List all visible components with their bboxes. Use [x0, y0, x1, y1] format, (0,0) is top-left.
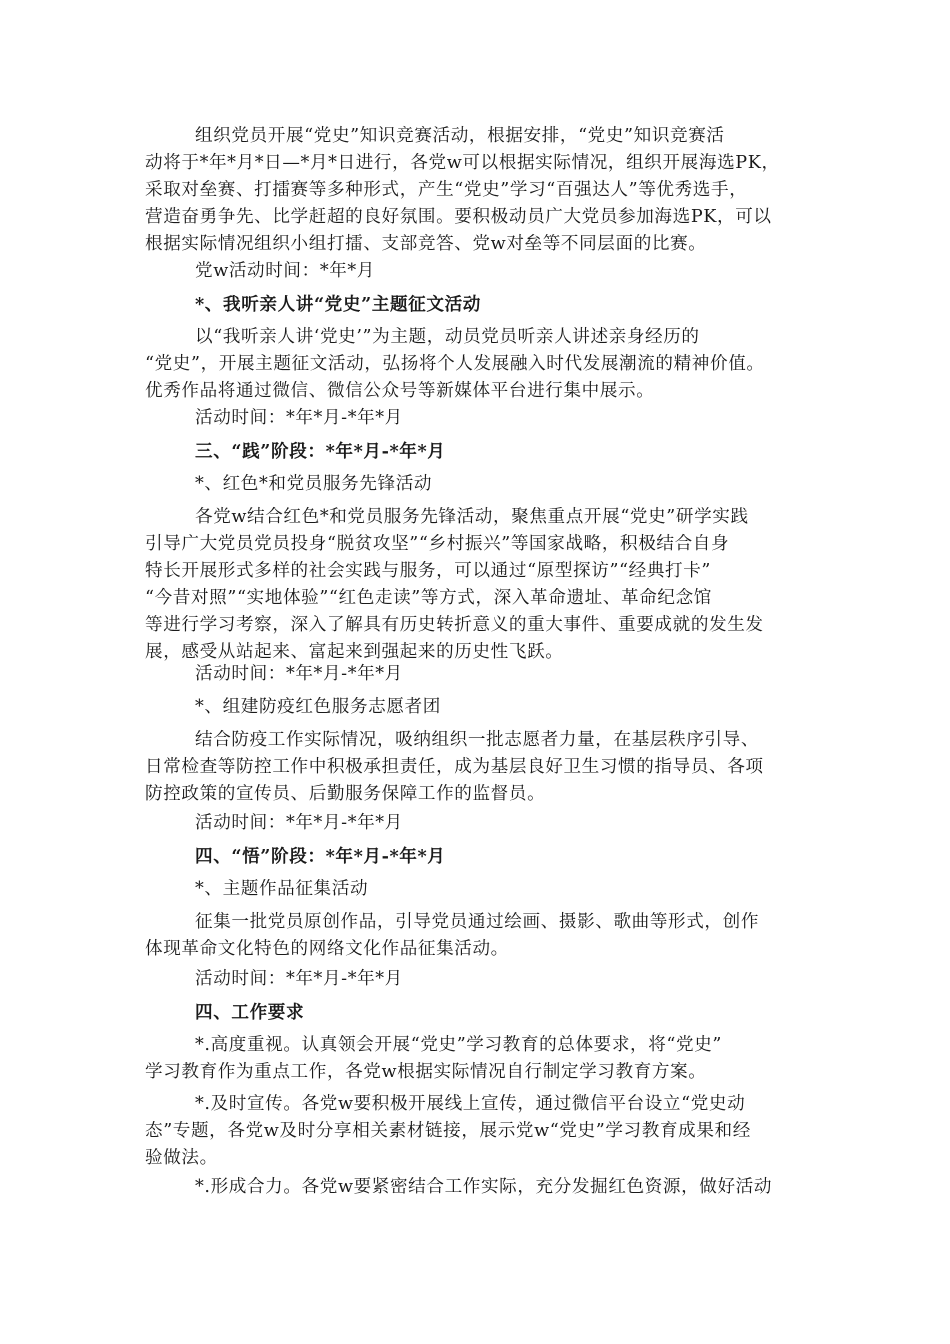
text-line: 优秀作品将通过微信、微信公众号等新媒体平台进行集中展示。 [145, 381, 655, 401]
paragraph-requirement-3 [145, 1174, 821, 1201]
text-line: 活动时间：*年*月-*年*月 [195, 813, 403, 833]
text-line: *、主题作品征集活动 [195, 879, 369, 899]
subheading-red-service [145, 471, 821, 498]
text-line: *.及时宣传。各党w要积极开展线上宣传，通过微信平台设立“党史动 [195, 1094, 746, 1114]
text-line: “党史”，开展主题征文活动，弘扬将个人发展融入时代发展潮流的精神价值。 [145, 354, 765, 374]
paragraph-activity-time [145, 661, 821, 688]
paragraph-works-collection [145, 909, 821, 963]
text-line: *.形成合力。各党w要紧密结合工作实际，充分发掘红色资源，做好活动 [195, 1177, 773, 1197]
text-line: *、我听亲人讲“党史”主题征文活动 [195, 294, 481, 315]
text-line: 展，感受从站起来、富起来到强起来的历史性飞跃。 [145, 642, 564, 662]
text-line: 活动时间：*年*月-*年*月 [195, 969, 403, 989]
heading-work-requirements [145, 999, 821, 1026]
subheading-works-collection [145, 876, 821, 903]
paragraph-activity-time [145, 405, 821, 432]
paragraph-red-service [145, 504, 821, 666]
text-line: 防控政策的宣传员、后勤服务保障工作的监督员。 [145, 784, 546, 804]
text-line: “今昔对照”“实地体验”“红色走读”等方式，深入革命遗址、革命纪念馆 [145, 588, 712, 608]
text-line: 验做法。 [145, 1148, 218, 1168]
text-line: *.高度重视。认真领会开展“党史”学习教育的总体要求，将“党史” [195, 1035, 723, 1055]
text-line: 活动时间：*年*月-*年*月 [195, 408, 403, 428]
text-line: 体现革命文化特色的网络文化作品征集活动。 [145, 939, 509, 959]
paragraph-activity-time [145, 966, 821, 993]
text-line: 征集一批党员原创作品，引导党员通过绘画、摄影、歌曲等形式，创作 [195, 912, 760, 932]
paragraph-activity-time [145, 258, 821, 285]
text-line: 等进行学习考察，深入了解具有历史转折意义的重大事件、重要成就的发生发 [145, 615, 764, 635]
text-line: 活动时间：*年*月-*年*月 [195, 664, 403, 684]
text-line: 引导广大党员党员投身“脱贫攻坚”“乡村振兴”等国家战略，积极结合自身 [145, 534, 730, 554]
text-line: 采取对垒赛、打擂赛等多种形式，产生“党史”学习“百强达人”等优秀选手， [145, 180, 748, 200]
heading-essay-activity [145, 291, 821, 318]
text-line: 学习教育作为重点工作，各党w根据实际情况自行制定学习教育方案。 [145, 1062, 707, 1082]
text-line: 以“我听亲人讲‘党史’”为主题，动员党员听亲人讲述亲身经历的 [195, 327, 700, 347]
paragraph-activity-time [145, 810, 821, 837]
text-line: 根据实际情况组织小组打擂、支部竞答、党w对垒等不同层面的比赛。 [145, 234, 707, 254]
paragraph-essay-activity [145, 324, 821, 405]
text-line: 特长开展形式多样的社会实践与服务，可以通过“原型探访”“经典打卡” [145, 561, 711, 581]
text-line: 结合防疫工作实际情况，吸纳组织一批志愿者力量，在基层秩序引导、 [195, 730, 760, 750]
subheading-volunteer-team [145, 694, 821, 721]
text-line: 营造奋勇争先、比学赶超的良好氛围。要积极动员广大党员参加海选PK，可以 [145, 207, 772, 227]
heading-reflection-stage [145, 843, 821, 870]
text-line: 态”专题，各党w及时分享相关素材链接，展示党w“党史”学习教育成果和经 [145, 1121, 751, 1141]
text-line: 日常检查等防控工作中积极承担责任，成为基层良好卫生习惯的指导员、各项 [145, 757, 764, 777]
paragraph-volunteer-team [145, 727, 821, 808]
text-line: 组织党员开展“党史”知识竞赛活动，根据安排，“党史”知识竞赛活 [195, 126, 725, 146]
text-line: 四、“悟”阶段：*年*月-*年*月 [195, 846, 446, 867]
paragraph-knowledge-contest [145, 123, 821, 258]
text-line: 三、“践”阶段：*年*月-*年*月 [195, 441, 446, 462]
text-line: *、组建防疫红色服务志愿者团 [195, 697, 441, 717]
text-line: *、红色*和党员服务先锋活动 [195, 474, 433, 494]
text-line: 各党w结合红色*和党员服务先锋活动，聚焦重点开展“党史”研学实践 [195, 507, 749, 527]
text-line: 党w活动时间：*年*月 [195, 261, 376, 281]
heading-practice-stage [145, 438, 821, 465]
paragraph-requirement-1 [145, 1032, 821, 1086]
paragraph-requirement-2 [145, 1091, 821, 1172]
text-line: 动将于*年*月*日—*月*日进行，各党w可以根据实际情况，组织开展海选PK， [145, 153, 780, 173]
text-line: 四、工作要求 [195, 1002, 305, 1023]
